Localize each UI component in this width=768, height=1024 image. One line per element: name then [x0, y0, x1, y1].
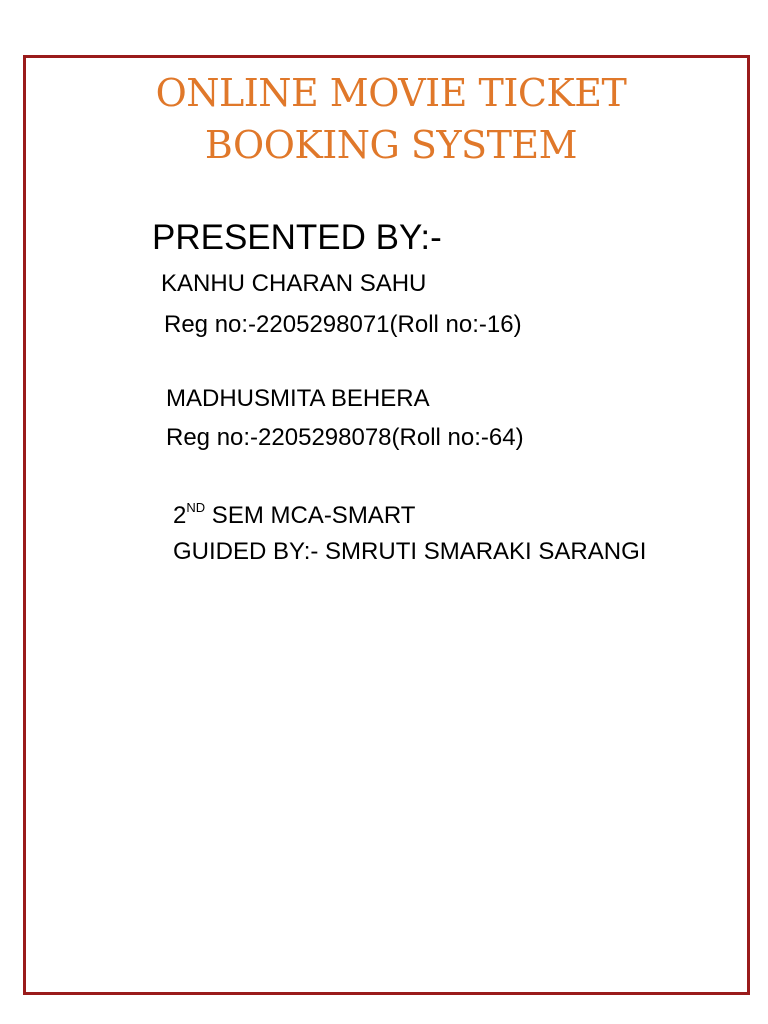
document-title-line1: ONLINE MOVIE TICKET — [155, 71, 627, 115]
member-1-reg: Reg no:-2205298071(Roll no:-16) — [164, 311, 522, 338]
semester-rest: SEM MCA-SMART — [205, 502, 416, 529]
guided-by-line: GUIDED BY:- SMRUTI SMARAKI SARANGI — [173, 538, 647, 565]
semester-suffix: ND — [186, 500, 206, 515]
member-2-reg: Reg no:-2205298078(Roll no:-64) — [166, 424, 524, 451]
semester-number: 2 — [173, 502, 187, 529]
document-title-line2: BOOKING SYSTEM — [204, 123, 578, 167]
member-1-name: KANHU CHARAN SAHU — [161, 270, 427, 297]
presented-by-heading: PRESENTED BY:- — [152, 218, 442, 257]
semester-line — [173, 500, 415, 530]
member-2-name: MADHUSMITA BEHERA — [166, 385, 430, 412]
